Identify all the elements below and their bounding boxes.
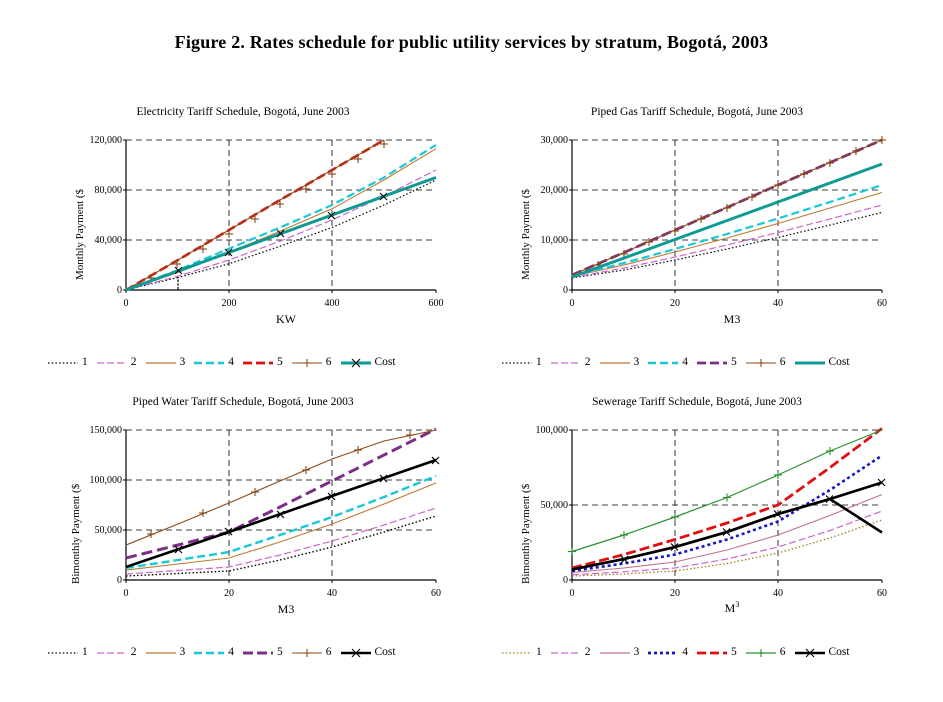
legend-swatch-1 xyxy=(48,358,78,368)
legend-item-4 xyxy=(648,357,688,369)
legend-swatch-5 xyxy=(243,358,273,368)
chart-title-electricity: Electricity Tariff Schedule, Bogotá, June 2003 xyxy=(136,106,350,118)
legend-item-5 xyxy=(243,647,283,659)
legend-item-2 xyxy=(97,647,137,659)
legend-swatch-cost xyxy=(795,358,825,368)
legend-swatch-4 xyxy=(194,648,224,658)
plot-sewerage xyxy=(472,412,922,622)
legend-swatch-5 xyxy=(243,648,273,658)
legend-swatch-6 xyxy=(292,648,322,658)
legend-item-6 xyxy=(292,357,332,369)
plot-piped-water xyxy=(18,412,468,622)
legend-label-2: 2 xyxy=(584,646,591,659)
legend-item-2 xyxy=(551,357,591,369)
legend-item-6 xyxy=(746,647,786,659)
legend-swatch-2 xyxy=(97,358,127,368)
legend-swatch-cost xyxy=(795,648,825,658)
legend-swatch-2 xyxy=(551,358,581,368)
svg-text:0: 0 xyxy=(117,285,122,296)
svg-text:0: 0 xyxy=(569,588,575,599)
svg-text:50,000: 50,000 xyxy=(94,525,122,536)
svg-text:0: 0 xyxy=(569,298,575,309)
legend-item-5 xyxy=(697,357,737,369)
svg-text:100,000: 100,000 xyxy=(89,475,122,486)
svg-text:200: 200 xyxy=(221,298,237,309)
legend-item-2 xyxy=(551,647,591,659)
legend-label-3: 3 xyxy=(633,646,640,659)
legend-label-cost: Cost xyxy=(374,356,396,369)
svg-text:40: 40 xyxy=(773,588,783,599)
chart-title-sewerage: Sewerage Tariff Schedule, Bogotá, June 2003 xyxy=(592,396,802,408)
legend-item-5 xyxy=(243,357,283,369)
legend-label-2: 2 xyxy=(130,646,137,659)
legend-label-3: 3 xyxy=(633,356,640,369)
svg-text:40,000: 40,000 xyxy=(94,235,122,246)
svg-text:60: 60 xyxy=(877,588,887,599)
legend-swatch-6 xyxy=(746,648,776,658)
legend-label-5: 5 xyxy=(277,356,283,369)
legend-label-1: 1 xyxy=(536,646,542,659)
svg-text:120,000: 120,000 xyxy=(89,135,122,146)
legend-item-cost xyxy=(795,647,850,659)
legend-label-4: 4 xyxy=(228,646,234,659)
ylabel-piped-gas: Monthly Payment ($ xyxy=(520,188,532,280)
legend-item-6 xyxy=(292,647,332,659)
svg-text:0: 0 xyxy=(123,298,129,309)
legend-label-3: 3 xyxy=(179,356,186,369)
svg-text:600: 600 xyxy=(428,298,444,309)
legend-swatch-3 xyxy=(600,648,630,658)
legend-swatch-1 xyxy=(502,358,532,368)
svg-text:20: 20 xyxy=(670,298,680,309)
legend-swatch-1 xyxy=(502,648,532,658)
plot-svg-piped-water xyxy=(18,412,468,622)
legend-item-3 xyxy=(600,647,640,659)
legend-piped-water xyxy=(48,642,468,664)
legend-label-6: 6 xyxy=(779,356,786,369)
svg-text:40: 40 xyxy=(773,298,783,309)
svg-text:400: 400 xyxy=(324,298,340,309)
svg-text:60: 60 xyxy=(877,298,887,309)
legend-item-1 xyxy=(502,357,542,369)
charts-grid xyxy=(0,104,943,702)
legend-item-1 xyxy=(48,357,88,369)
legend-label-6: 6 xyxy=(325,646,332,659)
legend-swatch-6 xyxy=(746,358,776,368)
ylabel-sewerage: Bimonthly Payment ($ xyxy=(520,483,532,584)
plot-svg-piped-gas xyxy=(472,122,922,332)
legend-swatch-3 xyxy=(146,358,176,368)
chart-panel-piped-gas xyxy=(472,104,922,392)
svg-text:0: 0 xyxy=(117,575,122,586)
svg-text:0: 0 xyxy=(563,575,568,586)
legend-label-1: 1 xyxy=(536,356,542,369)
legend-item-6 xyxy=(746,357,786,369)
legend-swatch-5 xyxy=(697,648,727,658)
svg-text:10,000: 10,000 xyxy=(540,235,568,246)
ylabel-electricity: Monthly Payment ($ xyxy=(74,188,86,280)
svg-text:20,000: 20,000 xyxy=(540,185,568,196)
chart-title-piped-gas: Piped Gas Tariff Schedule, Bogotá, June 2003 xyxy=(590,106,804,118)
legend-label-6: 6 xyxy=(779,646,786,659)
legend-label-cost: Cost xyxy=(828,356,850,369)
legend-label-3: 3 xyxy=(179,646,186,659)
svg-text:50,000: 50,000 xyxy=(540,500,568,511)
legend-label-4: 4 xyxy=(228,356,234,369)
svg-text:0: 0 xyxy=(563,285,568,296)
legend-label-4: 4 xyxy=(682,356,688,369)
legend-item-4 xyxy=(648,647,688,659)
legend-item-4 xyxy=(194,357,234,369)
svg-text:20: 20 xyxy=(670,588,680,599)
legend-sewerage xyxy=(502,642,922,664)
legend-item-cost xyxy=(341,647,396,659)
xlabel-piped-gas: M3 xyxy=(723,312,741,326)
svg-text:40: 40 xyxy=(327,588,337,599)
plot-piped-gas xyxy=(472,122,922,332)
figure-title: Figure 2. Rates schedule for public utility services by stratum, Bogotá, 2003 xyxy=(174,32,769,52)
legend-item-3 xyxy=(146,647,186,659)
xlabel-electricity: KW xyxy=(276,312,296,326)
legend-item-5 xyxy=(697,647,737,659)
legend-label-1: 1 xyxy=(82,646,88,659)
legend-swatch-4 xyxy=(194,358,224,368)
svg-text:60: 60 xyxy=(431,588,441,599)
plot-svg-sewerage xyxy=(472,412,922,622)
legend-piped-gas xyxy=(502,352,922,374)
legend-swatch-6 xyxy=(292,358,322,368)
legend-swatch-5 xyxy=(697,358,727,368)
legend-label-cost: Cost xyxy=(828,646,850,659)
legend-label-5: 5 xyxy=(731,356,737,369)
legend-label-5: 5 xyxy=(731,646,737,659)
plot-electricity xyxy=(18,122,468,332)
legend-item-3 xyxy=(600,357,640,369)
svg-text:20: 20 xyxy=(224,588,234,599)
legend-item-1 xyxy=(48,647,88,659)
svg-text:100,000: 100,000 xyxy=(535,425,568,436)
legend-swatch-1 xyxy=(48,648,78,658)
xlabel-piped-water: M3 xyxy=(277,602,295,616)
legend-swatch-3 xyxy=(600,358,630,368)
legend-swatch-cost xyxy=(341,358,371,368)
legend-label-cost: Cost xyxy=(374,646,396,659)
legend-label-4: 4 xyxy=(682,646,688,659)
legend-electricity xyxy=(48,352,468,374)
legend-item-2 xyxy=(97,357,137,369)
legend-swatch-3 xyxy=(146,648,176,658)
legend-label-5: 5 xyxy=(277,646,283,659)
legend-label-1: 1 xyxy=(82,356,88,369)
chart-panel-piped-water xyxy=(18,394,468,682)
ylabel-piped-water: Bimonthly Payment ($ xyxy=(70,483,82,584)
chart-title-piped-water: Piped Water Tariff Schedule, Bogotá, June 2003 xyxy=(132,396,354,408)
svg-text:30,000: 30,000 xyxy=(540,135,568,146)
legend-swatch-2 xyxy=(97,648,127,658)
svg-text:0: 0 xyxy=(123,588,129,599)
chart-panel-sewerage xyxy=(472,394,922,682)
legend-swatch-2 xyxy=(551,648,581,658)
legend-item-cost xyxy=(341,357,396,369)
legend-item-3 xyxy=(146,357,186,369)
legend-label-2: 2 xyxy=(584,356,591,369)
legend-swatch-4 xyxy=(648,358,678,368)
svg-text:150,000: 150,000 xyxy=(89,425,122,436)
legend-item-1 xyxy=(502,647,542,659)
legend-label-2: 2 xyxy=(130,356,137,369)
legend-item-4 xyxy=(194,647,234,659)
legend-swatch-4 xyxy=(648,648,678,658)
legend-item-cost xyxy=(795,357,850,369)
chart-panel-electricity xyxy=(18,104,468,392)
legend-swatch-cost xyxy=(341,648,371,658)
legend-label-6: 6 xyxy=(325,356,332,369)
xlabel-sewerage: $M^3$ xyxy=(724,600,740,615)
svg-text:80,000: 80,000 xyxy=(94,185,122,196)
